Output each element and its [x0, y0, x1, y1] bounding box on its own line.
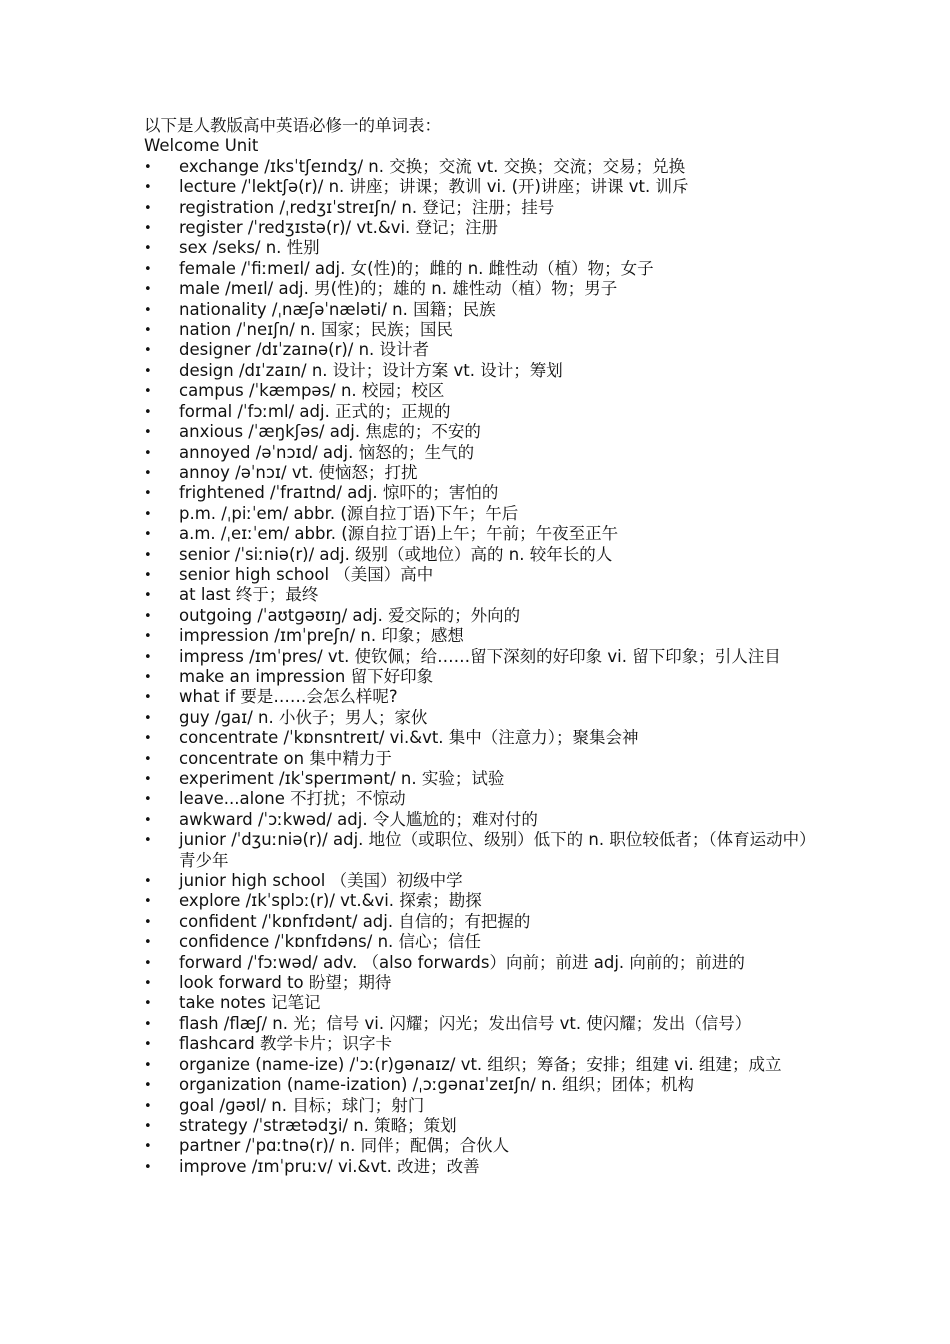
- vocabulary-entry: • registration /ˌredʒɪˈstreɪʃn/ n. 登记；注册；挂号: [144, 198, 816, 218]
- vocabulary-entry: • partner /ˈpɑːtnə(r)/ n. 同伴；配偶；合伙人: [144, 1136, 816, 1156]
- vocabulary-entry: • senior high school （美国）高中: [144, 565, 816, 585]
- vocabulary-entry: • annoyed /əˈnɔɪd/ adj. 恼怒的；生气的: [144, 443, 816, 463]
- vocabulary-entry: • register /ˈredʒɪstə(r)/ vt.&vi. 登记；注册: [144, 218, 816, 238]
- unit-title: Welcome Unit: [144, 136, 259, 156]
- vocabulary-entry: • goal /ɡəʊl/ n. 目标；球门；射门: [144, 1096, 816, 1116]
- vocabulary-entry: • senior /ˈsiːniə(r)/ adj. 级别（或地位）高的 n. 较年长的人: [144, 545, 816, 565]
- vocabulary-entry: • junior high school （美国）初级中学: [144, 871, 816, 891]
- vocabulary-entry: • impression /ɪmˈpreʃn/ n. 印象；感想: [144, 626, 816, 646]
- vocabulary-entry: • what if 要是……会怎么样呢?: [144, 687, 816, 707]
- vocabulary-entry: • make an impression 留下好印象: [144, 667, 816, 687]
- document-page: [144, 116, 816, 1177]
- vocabulary-entry: • forward /ˈfɔːwəd/ adv. （also forwards）向前；前进 adj. 向前的；前进的: [144, 953, 816, 973]
- vocabulary-entry: • sex /seks/ n. 性别: [144, 238, 816, 258]
- vocabulary-entry: • flashcard 教学卡片；识字卡: [144, 1034, 816, 1054]
- vocabulary-entry: • look forward to 盼望；期待: [144, 973, 816, 993]
- vocabulary-entry: • nationality /ˌnæʃəˈnæləti/ n. 国籍；民族: [144, 300, 816, 320]
- vocabulary-entry: • junior /ˈdʒuːniə(r)/ adj. 地位（或职位、级别）低下的 n. 职位较低者；（体育运动中）青少年: [144, 830, 816, 871]
- vocabulary-entry: • male /meɪl/ adj. 男(性)的；雄的 n. 雄性动（植）物；男子: [144, 279, 816, 299]
- vocabulary-entry: • nation /ˈneɪʃn/ n. 国家；民族；国民: [144, 320, 816, 340]
- vocabulary-entry: • frightened /ˈfraɪtnd/ adj. 惊吓的；害怕的: [144, 483, 816, 503]
- vocabulary-entry: • female /ˈfiːmeɪl/ adj. 女(性)的；雌的 n. 雌性动（植）物；女子: [144, 259, 816, 279]
- vocabulary-entry: • exchange /ɪksˈtʃeɪndʒ/ n. 交换；交流 vt. 交换；交流；交易；兑换: [144, 157, 816, 177]
- vocabulary-entry: • concentrate on 集中精力于: [144, 749, 816, 769]
- vocabulary-entry: • confidence /ˈkɒnfɪdəns/ n. 信心；信任: [144, 932, 816, 952]
- vocabulary-entry: • outgoing /ˈaʊtɡəʊɪŋ/ adj. 爱交际的；外向的: [144, 606, 816, 626]
- vocabulary-entry: • formal /ˈfɔːml/ adj. 正式的；正规的: [144, 402, 816, 422]
- vocabulary-entry: • awkward /ˈɔːkwəd/ adj. 令人尴尬的；难对付的: [144, 810, 816, 830]
- vocabulary-entry: • organization (name-ization) /ˌɔːɡənaɪˈzeɪʃn/ n. 组织；团体；机构: [144, 1075, 816, 1095]
- vocabulary-entry: • impress /ɪmˈpres/ vt. 使钦佩；给……留下深刻的好印象 vi. 留下印象；引人注目: [144, 647, 816, 667]
- vocabulary-entry: • leave...alone 不打扰；不惊动: [144, 789, 816, 809]
- vocabulary-entry: • take notes 记笔记: [144, 993, 816, 1013]
- vocabulary-entry: • a.m. /ˌeɪːˈem/ abbr. (源自拉丁语)上午；午前；午夜至正午: [144, 524, 816, 544]
- vocabulary-entry: • campus /ˈkæmpəs/ n. 校园；校区: [144, 381, 816, 401]
- intro-line: 以下是人教版高中英语必修一的单词表：: [144, 116, 441, 135]
- vocabulary-entry: • lecture /ˈlektʃə(r)/ n. 讲座；讲课；教训 vi. (开)讲座；讲课 vt. 训斥: [144, 177, 816, 197]
- vocabulary-entry: • explore /ɪkˈsplɔː(r)/ vt.&vi. 探索；勘探: [144, 891, 816, 911]
- vocabulary-entry: • designer /dɪˈzaɪnə(r)/ n. 设计者: [144, 340, 816, 360]
- vocabulary-entry: • annoy /əˈnɔɪ/ vt. 使恼怒；打扰: [144, 463, 816, 483]
- vocabulary-entry: • anxious /ˈæŋkʃəs/ adj. 焦虑的；不安的: [144, 422, 816, 442]
- vocabulary-list: [144, 157, 816, 1177]
- vocabulary-entry: • p.m. /ˌpiːˈem/ abbr. (源自拉丁语)下午；午后: [144, 504, 816, 524]
- vocabulary-entry: • guy /ɡaɪ/ n. 小伙子；男人；家伙: [144, 708, 816, 728]
- vocabulary-entry: • experiment /ɪkˈsperɪmənt/ n. 实验；试验: [144, 769, 816, 789]
- vocabulary-entry: • organize (name-ize) /ˈɔː(r)ɡənaɪz/ vt. 组织；筹备；安排；组建 vi. 组建；成立: [144, 1055, 816, 1075]
- vocabulary-entry: • at last 终于；最终: [144, 585, 816, 605]
- vocabulary-entry: • confident /ˈkɒnfɪdənt/ adj. 自信的；有把握的: [144, 912, 816, 932]
- vocabulary-entry: • improve /ɪmˈpruːv/ vi.&vt. 改进；改善: [144, 1157, 816, 1177]
- vocabulary-entry: • strategy /ˈstrætədʒi/ n. 策略；策划: [144, 1116, 816, 1136]
- vocabulary-entry: • concentrate /ˈkɒnsntreɪt/ vi.&vt. 集中（注意力）；聚集会神: [144, 728, 816, 748]
- vocabulary-entry: • design /dɪˈzaɪn/ n. 设计；设计方案 vt. 设计；筹划: [144, 361, 816, 381]
- vocabulary-entry: • flash /flæʃ/ n. 光；信号 vi. 闪耀；闪光；发出信号 vt. 使闪耀；发出（信号）: [144, 1014, 816, 1034]
